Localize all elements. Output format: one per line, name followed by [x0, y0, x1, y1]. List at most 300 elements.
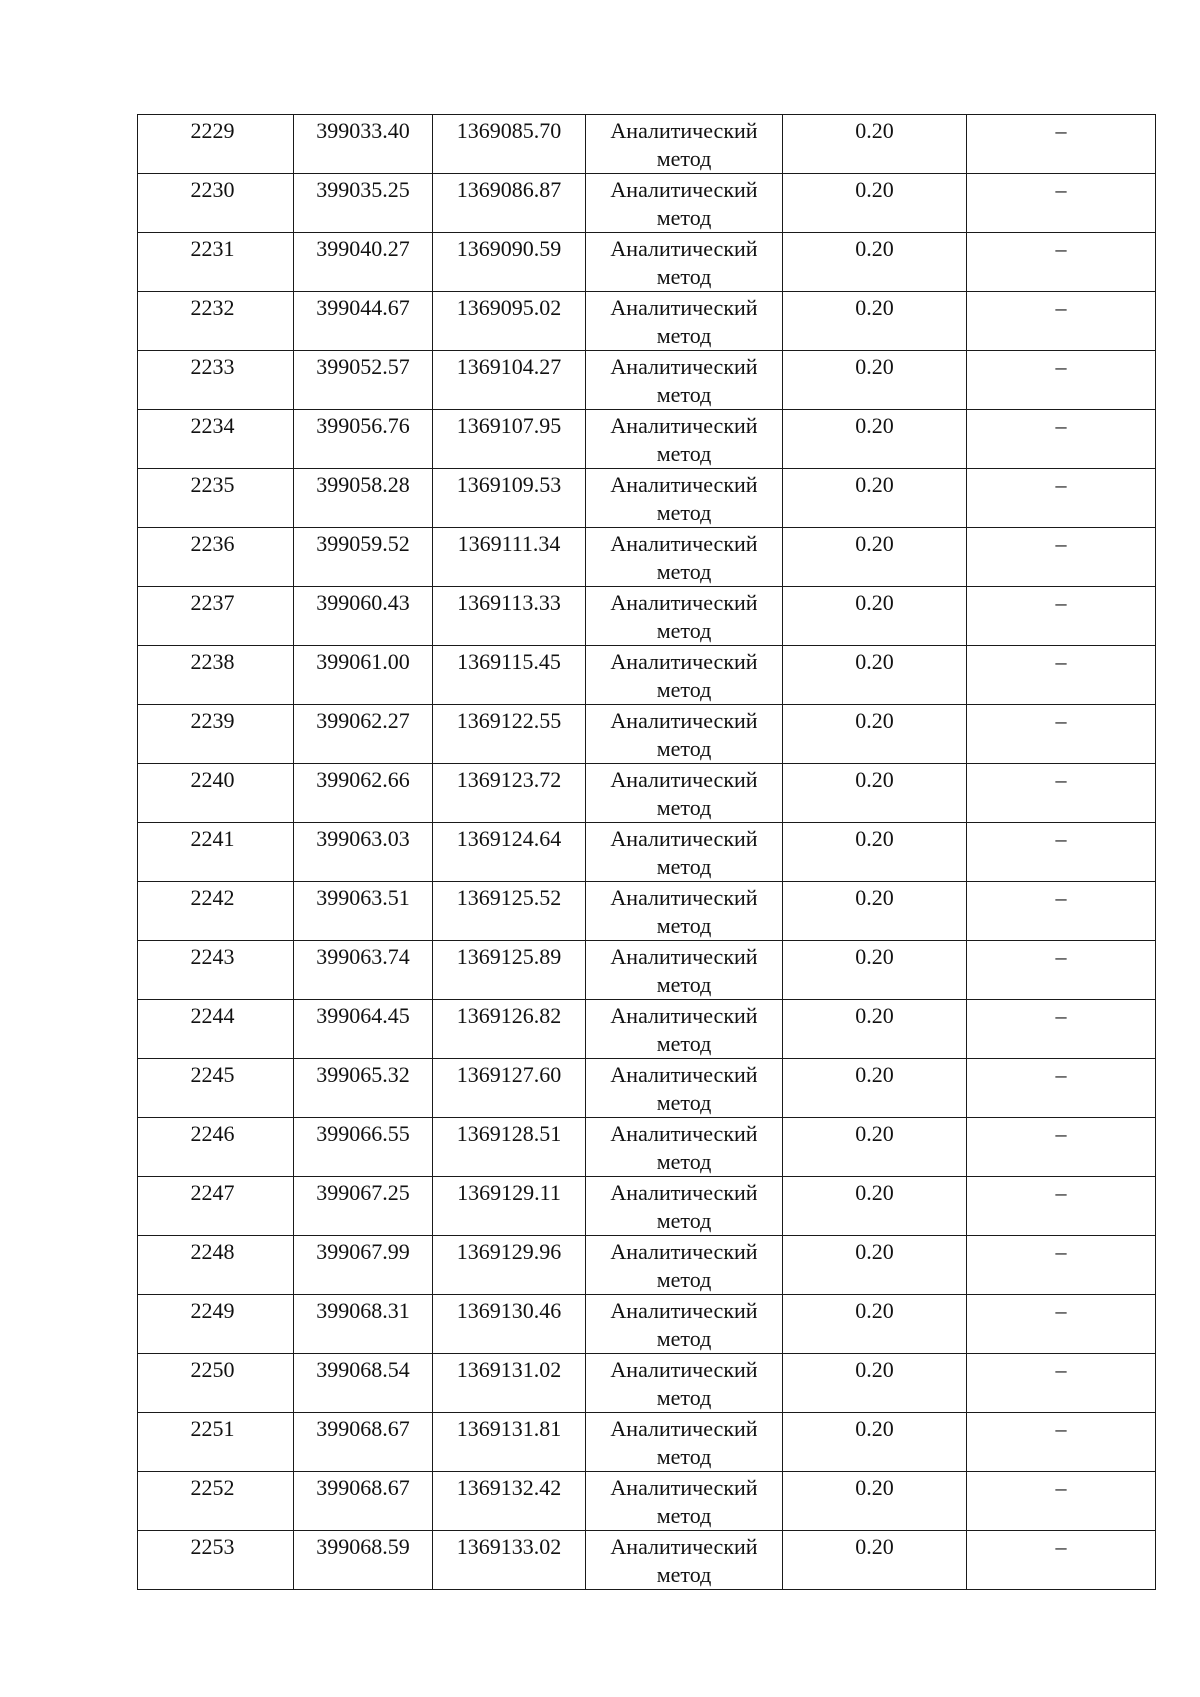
note: – — [1055, 826, 1067, 851]
note-cell — [967, 1413, 1156, 1472]
method: Аналитический метод — [610, 885, 758, 938]
x-coordinate: 399066.55 — [316, 1121, 410, 1146]
note: – — [1055, 1239, 1067, 1264]
note: – — [1055, 1298, 1067, 1323]
x-coordinate: 399068.67 — [316, 1416, 410, 1441]
note-cell — [967, 115, 1156, 174]
x-coordinate-cell — [294, 410, 433, 469]
table-row — [138, 1354, 1156, 1413]
method: Аналитический метод — [610, 1357, 758, 1410]
y-coordinate: 1369095.02 — [456, 295, 562, 320]
method: Аналитический метод — [610, 295, 758, 348]
x-coordinate: 399056.76 — [316, 413, 410, 438]
accuracy-cell — [783, 1295, 967, 1354]
table-row — [138, 410, 1156, 469]
method-cell — [586, 115, 783, 174]
method: Аналитический метод — [610, 649, 758, 702]
accuracy: 0.20 — [855, 1121, 894, 1146]
x-coordinate: 399040.27 — [316, 236, 410, 261]
point-number-cell — [138, 587, 294, 646]
method-cell — [586, 528, 783, 587]
method-cell — [586, 410, 783, 469]
point-number: 2244 — [190, 1003, 235, 1028]
x-coordinate: 399063.74 — [316, 944, 410, 969]
method-cell — [586, 882, 783, 941]
x-coordinate: 399065.32 — [316, 1062, 410, 1087]
accuracy-cell — [783, 410, 967, 469]
table-row — [138, 1000, 1156, 1059]
note: – — [1055, 708, 1067, 733]
accuracy-cell — [783, 1118, 967, 1177]
point-number-cell — [138, 1531, 294, 1590]
accuracy-cell — [783, 823, 967, 882]
note-cell — [967, 410, 1156, 469]
method-cell — [586, 1236, 783, 1295]
point-number-cell — [138, 941, 294, 1000]
point-number-cell — [138, 528, 294, 587]
point-number-cell — [138, 1295, 294, 1354]
point-number-cell — [138, 351, 294, 410]
y-coordinate: 1369115.45 — [457, 649, 561, 674]
accuracy: 0.20 — [855, 236, 894, 261]
accuracy-cell — [783, 1177, 967, 1236]
note: – — [1055, 944, 1067, 969]
method: Аналитический метод — [610, 118, 758, 171]
y-coordinate: 1369109.53 — [456, 472, 562, 497]
method: Аналитический метод — [610, 826, 758, 879]
point-number-cell — [138, 1059, 294, 1118]
point-number-cell — [138, 705, 294, 764]
accuracy: 0.20 — [855, 826, 894, 851]
point-number-cell — [138, 292, 294, 351]
point-number: 2234 — [190, 413, 235, 438]
y-coordinate: 1369127.60 — [456, 1062, 562, 1087]
x-coordinate: 399068.54 — [316, 1357, 410, 1382]
accuracy-cell — [783, 646, 967, 705]
point-number: 2241 — [190, 826, 235, 851]
table-row — [138, 823, 1156, 882]
accuracy-cell — [783, 1531, 967, 1590]
y-coordinate: 1369125.52 — [456, 885, 562, 910]
accuracy: 0.20 — [855, 531, 894, 556]
point-number: 2239 — [190, 708, 235, 733]
table-row — [138, 1413, 1156, 1472]
x-coordinate-cell — [294, 233, 433, 292]
table-row — [138, 1295, 1156, 1354]
point-number: 2251 — [190, 1416, 235, 1441]
point-number-cell — [138, 1118, 294, 1177]
point-number: 2246 — [190, 1121, 235, 1146]
y-coordinate: 1369086.87 — [456, 177, 562, 202]
y-coordinate: 1369125.89 — [456, 944, 562, 969]
note: – — [1055, 1180, 1067, 1205]
point-number-cell — [138, 1177, 294, 1236]
point-number: 2237 — [190, 590, 235, 615]
point-number: 2250 — [190, 1357, 235, 1382]
y-coordinate-cell — [433, 410, 586, 469]
y-coordinate-cell — [433, 1472, 586, 1531]
x-coordinate: 399058.28 — [316, 472, 410, 497]
point-number: 2248 — [190, 1239, 235, 1264]
table-row — [138, 292, 1156, 351]
y-coordinate-cell — [433, 1118, 586, 1177]
accuracy: 0.20 — [855, 354, 894, 379]
method: Аналитический метод — [610, 177, 758, 230]
note: – — [1055, 1534, 1067, 1559]
table-row — [138, 705, 1156, 764]
method: Аналитический метод — [610, 944, 758, 997]
x-coordinate: 399062.66 — [316, 767, 410, 792]
point-number-cell — [138, 1472, 294, 1531]
table-row — [138, 764, 1156, 823]
y-coordinate-cell — [433, 646, 586, 705]
note: – — [1055, 1357, 1067, 1382]
method: Аналитический метод — [610, 1534, 758, 1587]
x-coordinate-cell — [294, 646, 433, 705]
x-coordinate: 399035.25 — [316, 177, 410, 202]
method-cell — [586, 646, 783, 705]
note-cell — [967, 941, 1156, 1000]
method-cell — [586, 292, 783, 351]
y-coordinate-cell — [433, 1236, 586, 1295]
note-cell — [967, 174, 1156, 233]
note: – — [1055, 1062, 1067, 1087]
method: Аналитический метод — [610, 1121, 758, 1174]
note-cell — [967, 1236, 1156, 1295]
method: Аналитический метод — [610, 1298, 758, 1351]
x-coordinate-cell — [294, 174, 433, 233]
point-number: 2253 — [190, 1534, 235, 1559]
point-number: 2236 — [190, 531, 235, 556]
y-coordinate: 1369129.11 — [457, 1180, 561, 1205]
x-coordinate: 399068.31 — [316, 1298, 410, 1323]
x-coordinate-cell — [294, 705, 433, 764]
point-number: 2231 — [190, 236, 235, 261]
note-cell — [967, 351, 1156, 410]
method-cell — [586, 1000, 783, 1059]
y-coordinate-cell — [433, 941, 586, 1000]
y-coordinate: 1369126.82 — [456, 1003, 562, 1028]
y-coordinate: 1369123.72 — [456, 767, 562, 792]
point-number: 2233 — [190, 354, 235, 379]
note-cell — [967, 882, 1156, 941]
y-coordinate-cell — [433, 115, 586, 174]
x-coordinate-cell — [294, 1295, 433, 1354]
note-cell — [967, 1472, 1156, 1531]
point-number: 2229 — [190, 118, 235, 143]
y-coordinate-cell — [433, 1059, 586, 1118]
note-cell — [967, 1295, 1156, 1354]
accuracy: 0.20 — [855, 944, 894, 969]
x-coordinate-cell — [294, 941, 433, 1000]
method-cell — [586, 1118, 783, 1177]
x-coordinate-cell — [294, 351, 433, 410]
accuracy-cell — [783, 1236, 967, 1295]
method: Аналитический метод — [610, 413, 758, 466]
x-coordinate: 399033.40 — [316, 118, 410, 143]
method-cell — [586, 233, 783, 292]
note: – — [1055, 1121, 1067, 1146]
x-coordinate-cell — [294, 115, 433, 174]
method-cell — [586, 1059, 783, 1118]
table-row — [138, 882, 1156, 941]
point-number: 2247 — [190, 1180, 235, 1205]
y-coordinate-cell — [433, 1000, 586, 1059]
y-coordinate-cell — [433, 351, 586, 410]
y-coordinate-cell — [433, 705, 586, 764]
note: – — [1055, 177, 1067, 202]
method-cell — [586, 1531, 783, 1590]
accuracy-cell — [783, 292, 967, 351]
point-number-cell — [138, 233, 294, 292]
y-coordinate-cell — [433, 1177, 586, 1236]
table-row — [138, 233, 1156, 292]
y-coordinate-cell — [433, 882, 586, 941]
x-coordinate: 399068.67 — [316, 1475, 410, 1500]
y-coordinate: 1369122.55 — [456, 708, 562, 733]
note: – — [1055, 1416, 1067, 1441]
note-cell — [967, 1000, 1156, 1059]
method-cell — [586, 1413, 783, 1472]
method-cell — [586, 1354, 783, 1413]
accuracy-cell — [783, 705, 967, 764]
method: Аналитический метод — [610, 1062, 758, 1115]
y-coordinate-cell — [433, 1295, 586, 1354]
point-number: 2232 — [190, 295, 235, 320]
method-cell — [586, 705, 783, 764]
point-number-cell — [138, 823, 294, 882]
accuracy: 0.20 — [855, 413, 894, 438]
method-cell — [586, 823, 783, 882]
table-row — [138, 1472, 1156, 1531]
note: – — [1055, 413, 1067, 438]
note: – — [1055, 295, 1067, 320]
note-cell — [967, 764, 1156, 823]
note-cell — [967, 292, 1156, 351]
y-coordinate: 1369111.34 — [457, 531, 561, 556]
method: Аналитический метод — [610, 472, 758, 525]
accuracy-cell — [783, 1472, 967, 1531]
y-coordinate-cell — [433, 292, 586, 351]
accuracy-cell — [783, 1059, 967, 1118]
method: Аналитический метод — [610, 1239, 758, 1292]
x-coordinate-cell — [294, 469, 433, 528]
note-cell — [967, 233, 1156, 292]
accuracy-cell — [783, 1413, 967, 1472]
method: Аналитический метод — [610, 531, 758, 584]
point-number: 2245 — [190, 1062, 235, 1087]
table-body — [138, 115, 1156, 1590]
y-coordinate: 1369090.59 — [456, 236, 562, 261]
accuracy-cell — [783, 469, 967, 528]
x-coordinate-cell — [294, 1354, 433, 1413]
table-row — [138, 1059, 1156, 1118]
coordinates-table — [137, 114, 1156, 1590]
accuracy: 0.20 — [855, 1180, 894, 1205]
accuracy: 0.20 — [855, 118, 894, 143]
y-coordinate: 1369129.96 — [456, 1239, 562, 1264]
table-row — [138, 646, 1156, 705]
note-cell — [967, 646, 1156, 705]
y-coordinate: 1369113.33 — [457, 590, 561, 615]
note-cell — [967, 469, 1156, 528]
accuracy-cell — [783, 941, 967, 1000]
point-number-cell — [138, 1236, 294, 1295]
note-cell — [967, 1177, 1156, 1236]
method: Аналитический метод — [610, 1180, 758, 1233]
note-cell — [967, 1354, 1156, 1413]
x-coordinate-cell — [294, 764, 433, 823]
method-cell — [586, 1177, 783, 1236]
y-coordinate: 1369085.70 — [456, 118, 562, 143]
y-coordinate: 1369128.51 — [456, 1121, 562, 1146]
y-coordinate: 1369131.81 — [456, 1416, 562, 1441]
point-number-cell — [138, 1000, 294, 1059]
x-coordinate-cell — [294, 882, 433, 941]
table-row — [138, 115, 1156, 174]
accuracy-cell — [783, 528, 967, 587]
x-coordinate: 399062.27 — [316, 708, 410, 733]
accuracy: 0.20 — [855, 472, 894, 497]
point-number: 2240 — [190, 767, 235, 792]
point-number-cell — [138, 882, 294, 941]
x-coordinate: 399063.03 — [316, 826, 410, 851]
x-coordinate-cell — [294, 1236, 433, 1295]
method: Аналитический метод — [610, 1003, 758, 1056]
point-number-cell — [138, 764, 294, 823]
x-coordinate-cell — [294, 1000, 433, 1059]
accuracy: 0.20 — [855, 1416, 894, 1441]
y-coordinate: 1369104.27 — [456, 354, 562, 379]
point-number: 2230 — [190, 177, 235, 202]
accuracy-cell — [783, 882, 967, 941]
x-coordinate: 399059.52 — [316, 531, 410, 556]
accuracy-cell — [783, 115, 967, 174]
note: – — [1055, 767, 1067, 792]
accuracy: 0.20 — [855, 767, 894, 792]
accuracy: 0.20 — [855, 1475, 894, 1500]
note: – — [1055, 118, 1067, 143]
accuracy: 0.20 — [855, 1534, 894, 1559]
accuracy: 0.20 — [855, 1003, 894, 1028]
accuracy-cell — [783, 351, 967, 410]
y-coordinate-cell — [433, 233, 586, 292]
accuracy: 0.20 — [855, 295, 894, 320]
note-cell — [967, 1531, 1156, 1590]
note: – — [1055, 236, 1067, 261]
y-coordinate-cell — [433, 174, 586, 233]
method: Аналитический метод — [610, 767, 758, 820]
x-coordinate: 399064.45 — [316, 1003, 410, 1028]
note: – — [1055, 1003, 1067, 1028]
method-cell — [586, 764, 783, 823]
y-coordinate-cell — [433, 528, 586, 587]
accuracy: 0.20 — [855, 708, 894, 733]
y-coordinate: 1369130.46 — [456, 1298, 562, 1323]
accuracy: 0.20 — [855, 590, 894, 615]
table-row — [138, 587, 1156, 646]
method: Аналитический метод — [610, 236, 758, 289]
note: – — [1055, 472, 1067, 497]
y-coordinate-cell — [433, 823, 586, 882]
note-cell — [967, 587, 1156, 646]
note-cell — [967, 1059, 1156, 1118]
y-coordinate: 1369107.95 — [456, 413, 562, 438]
note: – — [1055, 590, 1067, 615]
method-cell — [586, 469, 783, 528]
y-coordinate-cell — [433, 1413, 586, 1472]
accuracy-cell — [783, 764, 967, 823]
method-cell — [586, 1295, 783, 1354]
x-coordinate: 399060.43 — [316, 590, 410, 615]
point-number-cell — [138, 1413, 294, 1472]
point-number: 2249 — [190, 1298, 235, 1323]
note: – — [1055, 1475, 1067, 1500]
accuracy: 0.20 — [855, 1357, 894, 1382]
table-row — [138, 1236, 1156, 1295]
table-row — [138, 1177, 1156, 1236]
x-coordinate: 399063.51 — [316, 885, 410, 910]
point-number-cell — [138, 174, 294, 233]
table-row — [138, 528, 1156, 587]
x-coordinate-cell — [294, 823, 433, 882]
accuracy: 0.20 — [855, 1062, 894, 1087]
point-number-cell — [138, 646, 294, 705]
point-number: 2235 — [190, 472, 235, 497]
x-coordinate: 399068.59 — [316, 1534, 410, 1559]
method-cell — [586, 1472, 783, 1531]
method-cell — [586, 587, 783, 646]
table-row — [138, 469, 1156, 528]
y-coordinate-cell — [433, 1531, 586, 1590]
point-number: 2252 — [190, 1475, 235, 1500]
method: Аналитический метод — [610, 590, 758, 643]
accuracy: 0.20 — [855, 649, 894, 674]
table-row — [138, 351, 1156, 410]
note-cell — [967, 823, 1156, 882]
point-number-cell — [138, 1354, 294, 1413]
x-coordinate-cell — [294, 1118, 433, 1177]
accuracy-cell — [783, 174, 967, 233]
y-coordinate: 1369124.64 — [456, 826, 562, 851]
x-coordinate-cell — [294, 1177, 433, 1236]
x-coordinate-cell — [294, 528, 433, 587]
point-number: 2238 — [190, 649, 235, 674]
table-row — [138, 174, 1156, 233]
x-coordinate-cell — [294, 292, 433, 351]
accuracy-cell — [783, 233, 967, 292]
x-coordinate: 399044.67 — [316, 295, 410, 320]
note: – — [1055, 885, 1067, 910]
x-coordinate: 399061.00 — [316, 649, 410, 674]
accuracy: 0.20 — [855, 1239, 894, 1264]
x-coordinate: 399067.99 — [316, 1239, 410, 1264]
y-coordinate-cell — [433, 1354, 586, 1413]
y-coordinate-cell — [433, 469, 586, 528]
y-coordinate: 1369131.02 — [456, 1357, 562, 1382]
accuracy-cell — [783, 1354, 967, 1413]
note: – — [1055, 649, 1067, 674]
x-coordinate-cell — [294, 1413, 433, 1472]
table-row — [138, 941, 1156, 1000]
x-coordinate-cell — [294, 1059, 433, 1118]
method: Аналитический метод — [610, 708, 758, 761]
note: – — [1055, 354, 1067, 379]
note-cell — [967, 705, 1156, 764]
x-coordinate-cell — [294, 587, 433, 646]
method-cell — [586, 941, 783, 1000]
method-cell — [586, 351, 783, 410]
